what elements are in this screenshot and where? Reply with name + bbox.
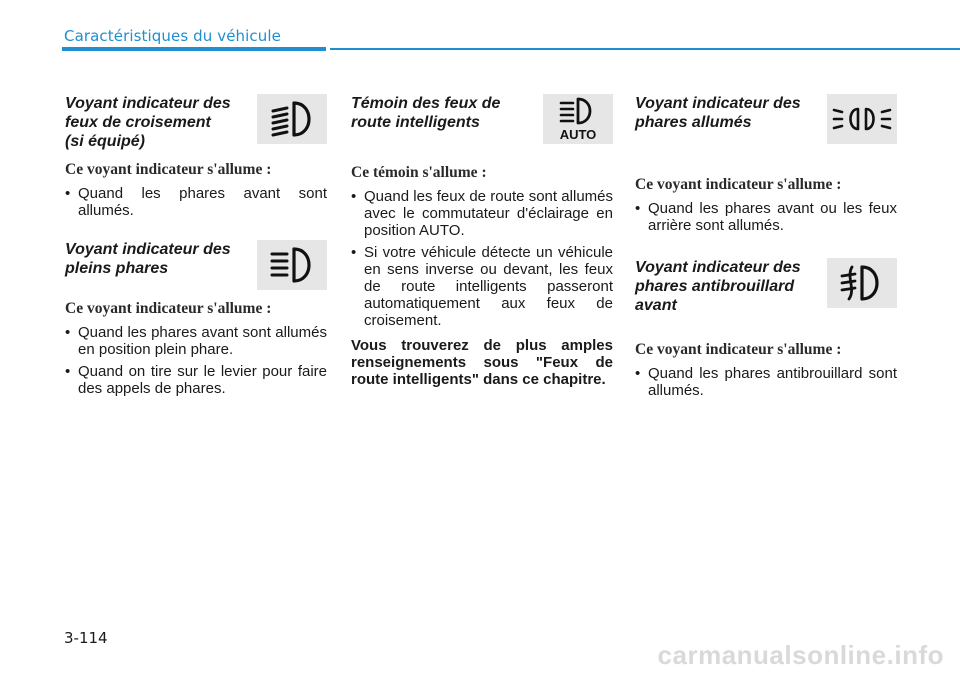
section-low-beam [65,94,327,240]
reference-note: Vous trouverez de plus amples renseignements sous "Feux de route intelligents" dans ce chapitre. [351,337,613,388]
bullet-list [635,365,897,399]
list-item: • Quand les feux de route sont allumés avec le commutateur d'éclairage en position AUTO. [351,188,613,239]
column-3 [635,94,897,404]
list-item: • Quand les phares avant sont allumés. [65,185,327,219]
section-headlamps-on [635,94,897,258]
section-title: Voyant indicateur des pleins phares [65,241,231,277]
auto-label: AUTO [559,127,597,142]
section-front-fog [635,258,897,399]
column-2 [351,94,613,388]
bullet-list [65,324,327,397]
low-beam-icon [257,94,327,144]
section-title: Voyant indicateur des feux de croisement (si équipé) [65,95,231,150]
list-item: • Quand les phares avant sont allumés en position plein phare. [65,324,327,358]
list-item: • Quand les phares avant ou les feux arrière sont allumés. [635,200,897,234]
page-header-title: Caractéristiques du véhicule [64,27,281,45]
section-intro: Ce témoin s'allume : [351,164,487,181]
section-title: Témoin des feux de route intelligents [351,95,501,131]
section-title: Voyant indicateur des phares allumés [635,95,801,131]
watermark: carmanualsonline.info [657,640,944,670]
list-item: • Si votre véhicule détecte un véhicule en sens inverse ou devant, les feux de route intelligents passeront automatiquement aux feux de croisement. [351,244,613,329]
list-item: • Quand on tire sur le levier pour faire des appels de phares. [65,363,327,397]
section-intro: Ce voyant indicateur s'allume : [635,341,842,358]
front-fog-lamp-icon [827,258,897,308]
bullet-list [65,185,327,219]
high-beam-icon [257,240,327,290]
section-title: Voyant indicateur des phares antibrouillard avant [635,259,801,314]
column-1 [65,94,327,402]
list-item: • Quand les phares antibrouillard sont allumés. [635,365,897,399]
header-rule-thin [330,48,960,50]
section-intro: Ce voyant indicateur s'allume : [635,176,842,193]
bullet-list [635,200,897,234]
headlamps-on-icon [827,94,897,144]
bullet-list [351,188,613,329]
section-high-beam [65,240,327,397]
page-number: 3-114 [64,629,108,647]
auto-high-beam-icon [543,94,613,144]
section-intro: Ce voyant indicateur s'allume : [65,161,272,178]
section-auto-high-beam [351,94,613,388]
section-intro: Ce voyant indicateur s'allume : [65,300,272,317]
header-rule-thick [62,47,326,51]
